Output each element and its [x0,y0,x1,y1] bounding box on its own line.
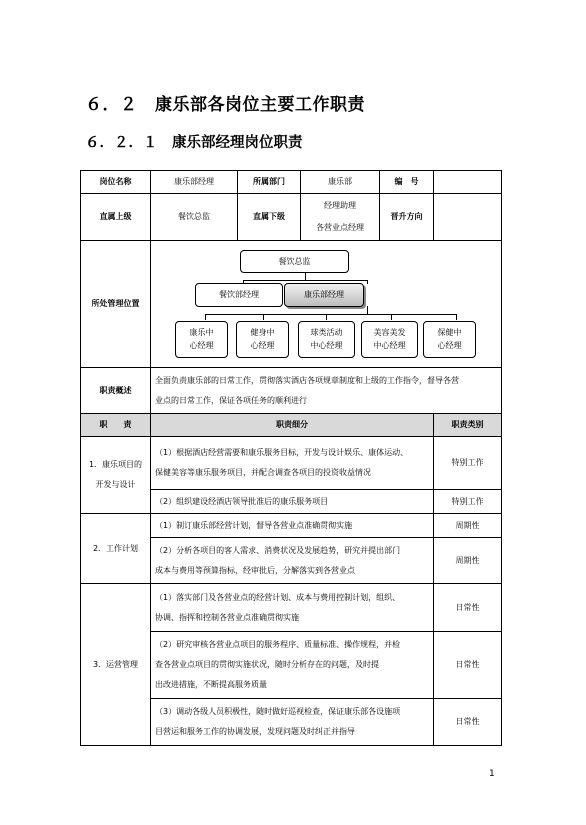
summary-row [81,368,502,414]
org-connector [205,314,206,320]
org-box-bottom: 球类活动 中心经理 [298,321,355,358]
org-box-bottom: 保健中 心经理 [423,321,476,358]
duty-detail: （2）分析各项目的客人需求、消费状况及发展趋势，研究并提出部门 成本与费用等预算指标，经审批后，分解落实到各营业点 [151,538,434,584]
duty-detail: （1）落实部门及各营业点的经营计划、成本与费用控制计划，组织、 协调、指挥和控制各营业点准确贯彻实施 [151,584,434,632]
duty-detail: （1）制订康乐部经营计划，督导各营业点准确贯彻实施 [151,514,434,538]
org-connector [391,314,392,320]
duty-type: 周期性 [434,538,502,584]
org-connector [326,314,327,320]
org-box-bottom: 康乐中 心经理 [175,321,228,358]
dept-label: 所属部门 [238,171,301,194]
page-number: 1 [489,769,495,779]
subsection-heading: ６．２．１ 康乐部经理岗位职责 [85,134,303,151]
duty-type: 日常性 [434,699,502,746]
duty-header-col3: 职责类别 [434,414,502,437]
duty-type: 日常性 [434,584,502,632]
duty-detail: （2）组织建设经酒店领导批准后的康乐服务项目 [151,490,434,514]
subordinate-value [301,194,380,241]
org-connector [205,314,456,315]
org-box-mid-right: 康乐部经理 [284,283,364,307]
promotion-label: 晋升方向 [380,194,434,241]
org-connector [367,280,368,284]
superior-label: 直属上级 [81,194,151,241]
duty-header-col1: 职 责 [81,414,151,437]
duty-detail: （3）调动各级人员积极性，随时做好巡视检查，保证康乐部各设施项 目营运和服务工作的协调发展，发现问题及时纠正并指导 [151,699,434,746]
org-chart-cell [151,241,502,368]
duty-detail: （2）研究审核各营业点项目的服务程序、质量标准、操作规程，并检 查各营业点项目的贯彻实施状况，随时分析存在的问题，及时提 出改进措施，不断提高服务质量 [151,632,434,699]
duty-type: 特别工作 [434,490,502,514]
duty-header-col2: 职责细分 [151,414,434,437]
subordinate-value-2: 各营业点经理 [316,223,364,232]
org-box-mid-left: 餐饮部经理 [195,283,283,307]
duty-name: 3．运营管理 [81,584,151,746]
org-connector [367,306,368,314]
position-label: 岗位名称 [81,171,151,194]
superior-value: 餐饮总监 [151,194,238,241]
code-value [434,171,502,194]
org-connector [456,314,457,320]
org-box-top: 餐饮总监 [240,250,349,273]
duty-name: 2．工作计划 [81,514,151,584]
subordinate-label: 直属下级 [238,194,301,241]
org-chart [151,242,500,367]
info-row-1 [81,171,502,194]
info-row-2 [81,194,502,241]
duty-table [80,170,502,746]
duty-detail: （1）根据酒店经营需要和康乐服务目标，开发与设计娱乐、康体运动、 保健美容等康乐服务项目，并配合调查各项目的投资收益情况 [151,437,434,490]
duty-header-row [81,414,502,437]
org-connector [263,314,264,320]
org-label: 所处管理位置 [81,241,151,368]
dept-value: 康乐部 [301,171,380,194]
duty-type: 特别工作 [434,437,502,490]
duty-row [81,514,502,538]
org-row [81,241,502,368]
summary-text: 全面负责康乐部的日常工作，贯彻落实酒店各项规章制度和上级的工作指令，督导各营 业点的日常工作，保证各项任务的顺利进行 [151,368,502,414]
subordinate-value-1: 经理助理 [324,201,356,210]
duty-name: 1．康乐项目的 开发与设计 [81,437,151,514]
duty-type: 日常性 [434,632,502,699]
org-box-bottom: 健身中 心经理 [236,321,289,358]
duty-type: 周期性 [434,514,502,538]
org-connector [243,280,367,281]
section-heading: ６．２ 康乐部各岗位主要工作职责 [85,95,365,115]
code-label: 编 号 [380,171,434,194]
duty-row [81,584,502,632]
summary-label: 职责概述 [81,368,151,414]
position-value: 康乐部经理 [151,171,238,194]
org-box-bottom: 美容美发 中心经理 [361,321,418,358]
duty-row [81,437,502,490]
promotion-value [434,194,502,241]
